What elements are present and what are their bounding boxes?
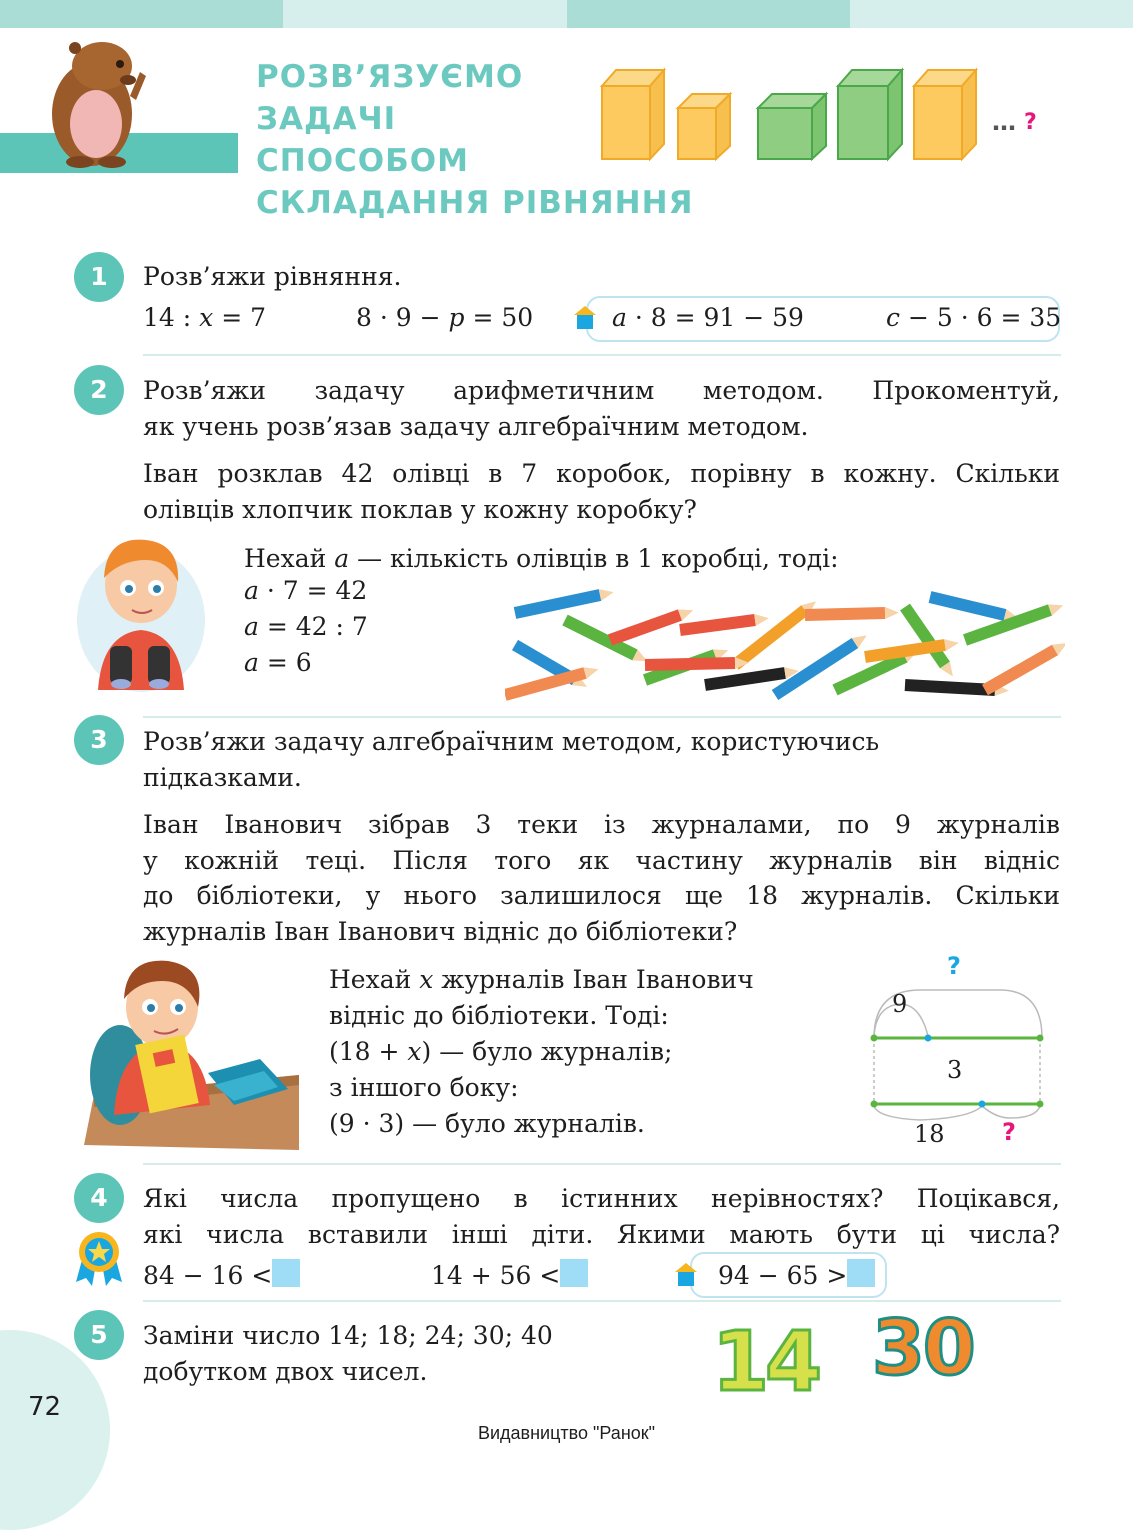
task1-prompt: Розв’яжи рівняння. bbox=[143, 262, 402, 291]
pencil bbox=[705, 673, 785, 685]
title-line: СКЛАДАННЯ РІВНЯННЯ bbox=[256, 185, 694, 221]
section-divider bbox=[143, 716, 1061, 718]
cubes-illustration bbox=[598, 64, 988, 164]
pencil bbox=[645, 663, 735, 665]
title-line: СПОСОБОМ bbox=[256, 143, 469, 179]
pencil bbox=[680, 620, 755, 630]
pencil bbox=[985, 650, 1055, 690]
hint-line: відніс до бібліотеки. Тоді: bbox=[329, 1001, 669, 1030]
section-divider bbox=[143, 1163, 1061, 1165]
task3-instructions: Розв’яжи задачу алгебраїчним методом, користуючись підказками. bbox=[143, 727, 880, 792]
boy-illustration bbox=[76, 530, 206, 695]
publisher-footer: Видавництво "Ранок" bbox=[477, 1423, 656, 1443]
solution-step: a = 42 : 7 bbox=[244, 612, 368, 641]
pencil-tip bbox=[944, 639, 959, 651]
house-icon bbox=[574, 306, 596, 315]
header-stripe bbox=[283, 0, 567, 28]
task5-line: Заміни число 14; 18; 24; 30; 40 bbox=[143, 1321, 553, 1350]
inequality: 94 − 65 > bbox=[718, 1259, 875, 1290]
segment-diagram bbox=[860, 950, 1060, 1155]
diagram-label-eighteen: 18 bbox=[914, 1120, 945, 1148]
section-divider bbox=[143, 1300, 1061, 1302]
cubes-ellipsis: … bbox=[992, 108, 1016, 136]
header-stripe bbox=[567, 0, 850, 28]
task3-problem: Іван Іванович зібрав 3 теки із журналами, по 9 журналів у кожній теці. Після того як частину журналів він відніс до бібліотеки, у нього залишилося ще 18 журналів. Скільки журналів Іван Іванович відніс до бібліотеки? bbox=[143, 810, 1060, 946]
blank-box[interactable] bbox=[560, 1259, 588, 1287]
pencils-illustration bbox=[505, 585, 1065, 710]
decorative-number-30: 30 bbox=[872, 1303, 974, 1392]
brace-unknown bbox=[982, 1106, 1040, 1118]
pencil bbox=[515, 595, 600, 613]
section-divider bbox=[143, 354, 1061, 356]
hint-line: (9 · 3) — було журналів. bbox=[329, 1109, 645, 1138]
brace-eighteen bbox=[874, 1106, 982, 1120]
equation: a · 8 = 91 − 59 bbox=[612, 303, 804, 332]
task-number-badge: 2 bbox=[74, 365, 124, 415]
decorative-number-14: 14 bbox=[712, 1315, 819, 1410]
task-number-badge: 3 bbox=[74, 715, 124, 765]
header-stripe bbox=[850, 0, 1133, 28]
hint-line: Нехай x журналів Іван Іванович bbox=[329, 965, 754, 994]
pencil bbox=[805, 613, 885, 615]
pencil bbox=[905, 685, 995, 690]
equation: c − 5 · 6 = 35 bbox=[886, 303, 1062, 332]
title-line: РОЗВ’ЯЗУЄМО bbox=[256, 59, 524, 95]
task2-problem: Іван розклав 42 олівці в 7 коробок, порівну в кожну. Скільки олівців хлопчик поклав у кожну коробку? bbox=[143, 459, 1060, 524]
star-medal-icon bbox=[72, 1230, 126, 1286]
solution-let-line: Нехай a — кількість олівців в 1 коробці, тоді: bbox=[244, 544, 839, 573]
house-icon bbox=[577, 315, 593, 329]
hint-line: з іншого боку: bbox=[329, 1073, 519, 1102]
blank-box[interactable] bbox=[847, 1259, 875, 1287]
pencil-tip bbox=[885, 607, 899, 619]
house-icon bbox=[675, 1263, 697, 1272]
diagram-question-top: ? bbox=[947, 952, 961, 980]
house-icon bbox=[678, 1272, 694, 1286]
blank-box[interactable] bbox=[272, 1259, 300, 1287]
question-mark: ? bbox=[1024, 110, 1037, 135]
solution-step: a · 7 = 42 bbox=[244, 576, 368, 605]
task-number-badge: 4 bbox=[74, 1173, 124, 1223]
pencil bbox=[930, 597, 1005, 615]
task5-line: добутком двох чисел. bbox=[143, 1357, 428, 1386]
boy-reading-illustration bbox=[84, 955, 299, 1150]
pencil-tip bbox=[599, 589, 614, 601]
pencil bbox=[610, 615, 680, 640]
title-line: ЗАДАЧІ bbox=[256, 101, 397, 137]
diagram-label-three: 3 bbox=[947, 1056, 963, 1084]
task-number-badge: 5 bbox=[74, 1310, 124, 1360]
page-number: 72 bbox=[28, 1392, 62, 1422]
hint-line: (18 + x) — було журналів; bbox=[329, 1037, 673, 1066]
diagram-label-nine: 9 bbox=[892, 990, 908, 1018]
inequality: 14 + 56 < bbox=[431, 1259, 588, 1290]
task2-instructions: Розв’яжи задачу арифметичним методом. Прокоментуй, як учень розв’язав задачу алгебраїчним методом. bbox=[143, 376, 1060, 441]
equation: 14 : x = 7 bbox=[143, 303, 266, 332]
pencil-tip bbox=[754, 614, 769, 626]
task-number-badge: 1 bbox=[74, 252, 124, 302]
capybara-mascot-icon bbox=[40, 34, 150, 169]
header-stripe bbox=[0, 0, 283, 28]
inequality: 84 − 16 < bbox=[143, 1259, 300, 1290]
solution-step: a = 6 bbox=[244, 648, 312, 677]
diagram-question-bottom: ? bbox=[1002, 1118, 1016, 1146]
task4-instructions: Які числа пропущено в істинних нерівностях? Поцікався, які числа вставили інші діти. Якими мають бути ці числа? bbox=[143, 1184, 1060, 1249]
equation: 8 · 9 − p = 50 bbox=[356, 303, 534, 332]
